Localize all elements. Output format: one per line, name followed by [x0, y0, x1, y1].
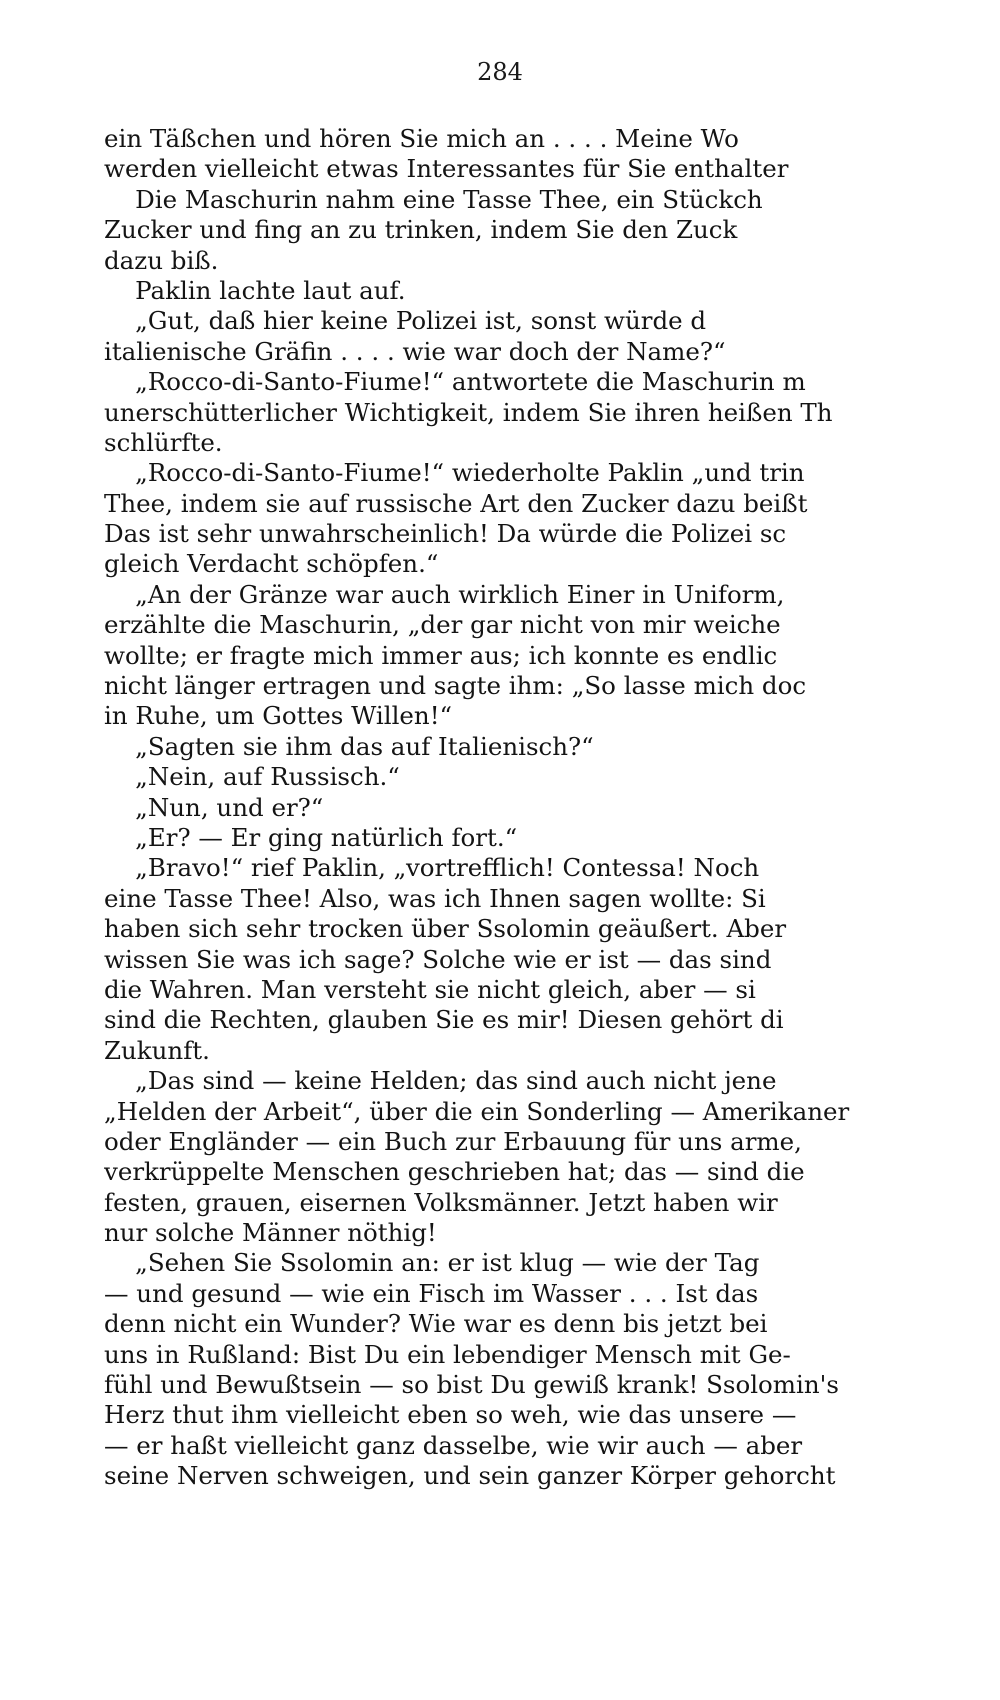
text-line: „Nein, auf Russisch.“	[104, 762, 400, 792]
text-line: in Ruhe, um Gottes Willen!“	[104, 701, 453, 731]
text-line: ein Täßchen und hören Sie mich an . . . . Meine Wo	[104, 124, 739, 153]
text-line: verkrüppelte Menschen geschrieben hat; das — sind die	[104, 1157, 805, 1187]
text-line: sind die Rechten, glauben Sie es mir! Diesen gehört di	[104, 1005, 784, 1035]
text-line: Die Maschurin nahm eine Tasse Thee, ein Stückch	[104, 184, 763, 214]
text-line: „Helden der Arbeit“, über die ein Sonderling — Amerikaner	[104, 1096, 850, 1126]
text-line: — und gesund — wie ein Fisch im Wasser . . . Ist das	[104, 1278, 759, 1308]
text-line: uns in Rußland: Bist Du ein lebendiger Mensch mit Ge-	[104, 1339, 791, 1369]
text-line: denn nicht ein Wunder? Wie war es denn bis jetzt bei	[104, 1309, 768, 1339]
text-line: nur solche Männer nöthig!	[104, 1218, 437, 1248]
text-line: unerschütterlicher Wichtigkeit, indem Sie ihren heißen Th	[104, 397, 833, 427]
text-line: Das ist sehr unwahrscheinlich! Da würde die Polizei sc	[104, 519, 787, 549]
text-line: haben sich sehr trocken über Ssolomin geäußert. Aber	[104, 914, 787, 944]
text-line: fühl und Bewußtsein — so bist Du gewiß krank! Ssolomin's	[104, 1370, 839, 1400]
text-line: „Nun, und er?“	[104, 792, 324, 822]
text-line: dazu biß.	[104, 245, 219, 275]
text-line: „Bravo!“ rief Paklin, „vortrefflich! Contessa! Noch	[104, 853, 760, 883]
text-line: italienische Gräfin . . . . wie war doch der Name?“	[104, 336, 726, 366]
text-line: wollte; er fragte mich immer aus; ich konnte es endlic	[104, 640, 778, 670]
text-line: Thee, indem sie auf russische Art den Zucker dazu beißt	[104, 488, 808, 518]
page-number: 284	[477, 58, 523, 86]
text-line: Paklin lachte laut auf.	[104, 275, 406, 305]
text-line: „Rocco-di-Santo-Fiume!“ antwortete die Maschurin m	[104, 367, 806, 397]
text-line: „Gut, daß hier keine Polizei ist, sonst würde d	[104, 306, 707, 336]
text-line: oder Engländer — ein Buch zur Erbauung für uns arme,	[104, 1126, 802, 1156]
text-line: „Sagten sie ihm das auf Italienisch?“	[104, 731, 594, 761]
text-line: „An der Gränze war auch wirklich Einer in Uniform,	[104, 579, 785, 609]
text-line: eine Tasse Thee! Also, was ich Ihnen sagen wollte: Si	[104, 883, 766, 913]
text-line: schlürfte.	[104, 427, 223, 457]
text-line: festen, grauen, eisernen Volksmänner. Jetzt haben wir	[104, 1187, 778, 1217]
text-line: gleich Verdacht schöpfen.“	[104, 549, 439, 579]
text-line: die Wahren. Man versteht sie nicht gleich, aber — si	[104, 974, 756, 1004]
text-line: seine Nerven schweigen, und sein ganzer Körper gehorcht	[104, 1461, 836, 1491]
text-line: werden vielleicht etwas Interessantes für Sie enthalter	[104, 154, 789, 184]
text-line: „Sehen Sie Ssolomin an: er ist klug — wie der Tag	[104, 1248, 760, 1278]
text-line: „Rocco-di-Santo-Fiume!“ wiederholte Paklin „und trin	[104, 458, 805, 488]
text-line: — er haßt vielleicht ganz dasselbe, wie wir auch — aber	[104, 1430, 803, 1460]
text-line: erzählte die Maschurin, „der gar nicht von mir weiche	[104, 610, 781, 640]
text-line: Herz thut ihm vielleicht eben so weh, wie das unsere —	[104, 1400, 797, 1430]
text-line: „Das sind — keine Helden; das sind auch nicht jene	[104, 1066, 777, 1096]
text-line: wissen Sie was ich sage? Solche wie er ist — das sind	[104, 944, 772, 974]
text-line: nicht länger ertragen und sagte ihm: „So lasse mich doc	[104, 671, 807, 701]
text-line: Zukunft.	[104, 1035, 210, 1065]
body-text	[104, 124, 930, 1492]
text-line: Zucker und fing an zu trinken, indem Sie den Zuck	[104, 215, 738, 245]
text-line: „Er? — Er ging natürlich fort.“	[104, 822, 518, 852]
